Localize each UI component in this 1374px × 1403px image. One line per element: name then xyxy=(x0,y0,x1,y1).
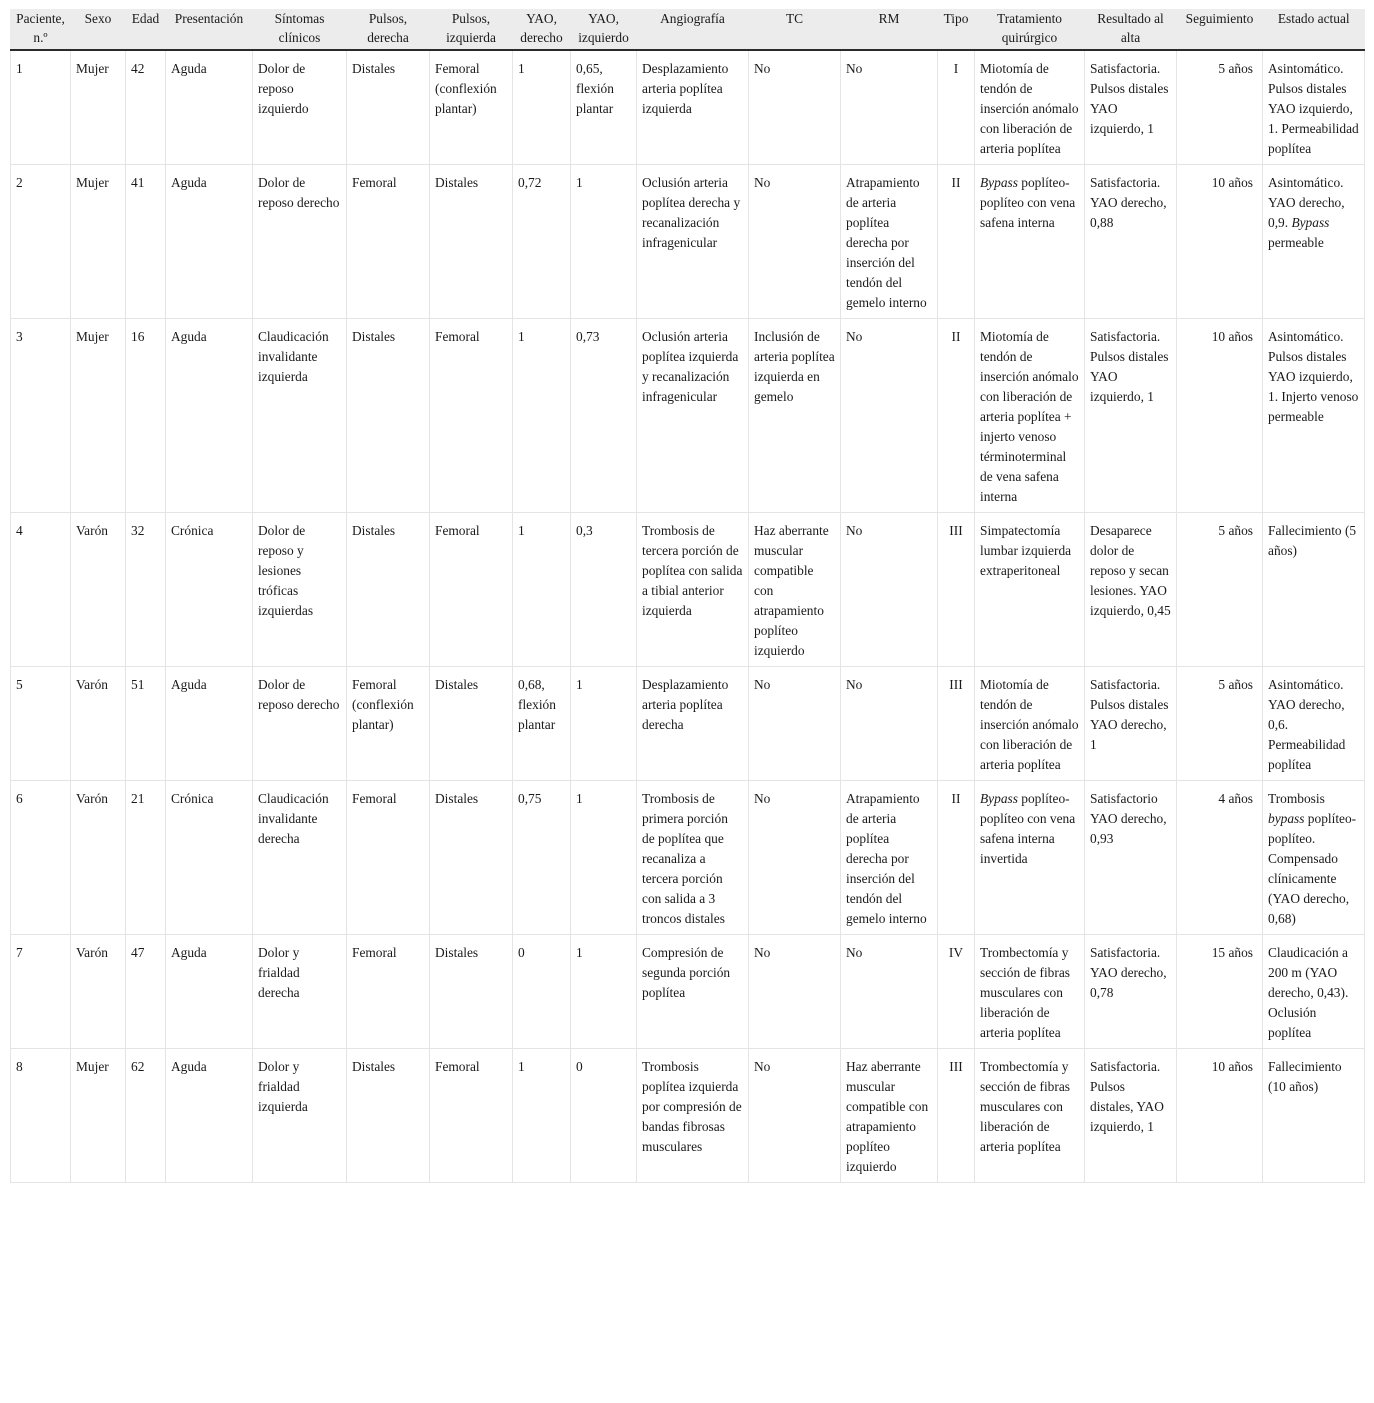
cell-tc: Haz aberrante muscular compatible con atrapamiento poplíteo izquierdo xyxy=(749,513,841,667)
cell-edad: 32 xyxy=(126,513,166,667)
cell-edad: 41 xyxy=(126,165,166,319)
cell-tratamiento: Bypass poplíteo-poplíteo con vena safena interna xyxy=(975,165,1085,319)
header-rm: RM xyxy=(841,9,938,50)
cell-edad: 21 xyxy=(126,781,166,935)
cell-paciente: 1 xyxy=(11,50,71,165)
cell-yao-derecho: 0,72 xyxy=(513,165,571,319)
cell-yao-izquierdo: 0,65, flexión plantar xyxy=(571,50,637,165)
cell-rm: Atrapamiento de arteria poplítea derecha por inserción del tendón del gemelo interno xyxy=(841,781,938,935)
table-row xyxy=(11,667,1365,781)
cell-angiografia: Trombosis poplítea izquierda por compresión de bandas fibrosas musculares xyxy=(637,1049,749,1183)
cell-estado: Asintomático. Pulsos distales YAO izquierdo, 1. Injerto venoso permeable xyxy=(1263,319,1365,513)
header-estado: Estado actual xyxy=(1263,9,1365,50)
cell-seguimiento: 4 años xyxy=(1177,781,1263,935)
cell-yao-izquierdo: 0,73 xyxy=(571,319,637,513)
table-row xyxy=(11,781,1365,935)
cell-sintomas: Claudicación invalidante derecha xyxy=(253,781,347,935)
cell-sexo: Varón xyxy=(71,667,126,781)
cell-sexo: Mujer xyxy=(71,50,126,165)
cell-yao-derecho: 0,75 xyxy=(513,781,571,935)
table-row xyxy=(11,50,1365,165)
header-yao-izquierdo: YAO, izquierdo xyxy=(571,9,637,50)
cell-seguimiento: 5 años xyxy=(1177,667,1263,781)
cell-estado: Asintomático. YAO derecho, 0,6. Permeabilidad poplítea xyxy=(1263,667,1365,781)
cell-resultado: Satisfactoria. YAO derecho, 0,88 xyxy=(1085,165,1177,319)
table-row xyxy=(11,1049,1365,1183)
cell-pulsos-izquierda: Femoral xyxy=(430,1049,513,1183)
cell-pulsos-derecha: Distales xyxy=(347,50,430,165)
cell-tratamiento: Miotomía de tendón de inserción anómalo con liberación de arteria poplítea xyxy=(975,50,1085,165)
cell-sexo: Varón xyxy=(71,513,126,667)
cell-yao-derecho: 1 xyxy=(513,1049,571,1183)
header-seguimiento: Seguimiento xyxy=(1177,9,1263,50)
cell-estado: Asintomático. Pulsos distales YAO izquierdo, 1. Permeabilidad poplítea xyxy=(1263,50,1365,165)
cell-edad: 62 xyxy=(126,1049,166,1183)
cell-seguimiento: 5 años xyxy=(1177,50,1263,165)
header-angiografia: Angiografía xyxy=(637,9,749,50)
cell-angiografia: Trombosis de primera porción de poplítea que recanaliza a tercera porción con salida a 3 troncos distales xyxy=(637,781,749,935)
cell-tipo: III xyxy=(938,1049,975,1183)
cell-tc: No xyxy=(749,781,841,935)
cell-resultado: Satisfactoria. Pulsos distales YAO izquierdo, 1 xyxy=(1085,50,1177,165)
cell-tipo: III xyxy=(938,667,975,781)
cell-estado: Claudicación a 200 m (YAO derecho, 0,43). Oclusión poplítea xyxy=(1263,935,1365,1049)
cell-tratamiento: Trombectomía y sección de fibras musculares con liberación de arteria poplítea xyxy=(975,935,1085,1049)
cell-estado: Asintomático. YAO derecho, 0,9. Bypass permeable xyxy=(1263,165,1365,319)
cell-yao-izquierdo: 1 xyxy=(571,935,637,1049)
cell-tratamiento: Miotomía de tendón de inserción anómalo con liberación de arteria poplítea + injerto venoso términoterminal de vena safena interna xyxy=(975,319,1085,513)
cell-tc: No xyxy=(749,1049,841,1183)
cell-seguimiento: 10 años xyxy=(1177,165,1263,319)
cell-pulsos-derecha: Distales xyxy=(347,1049,430,1183)
header-pulsos-derecha: Pulsos, derecha xyxy=(347,9,430,50)
cell-angiografia: Desplazamiento arteria poplítea derecha xyxy=(637,667,749,781)
cell-edad: 47 xyxy=(126,935,166,1049)
cell-seguimiento: 15 años xyxy=(1177,935,1263,1049)
cell-tipo: I xyxy=(938,50,975,165)
table-row xyxy=(11,935,1365,1049)
cell-angiografia: Compresión de segunda porción poplítea xyxy=(637,935,749,1049)
table-body xyxy=(11,50,1365,1183)
cell-presentacion: Aguda xyxy=(166,50,253,165)
cell-estado: Trombosis bypass poplíteo-poplíteo. Compensado clínicamente (YAO derecho, 0,68) xyxy=(1263,781,1365,935)
cell-paciente: 3 xyxy=(11,319,71,513)
cell-seguimiento: 10 años xyxy=(1177,1049,1263,1183)
table-row xyxy=(11,319,1365,513)
cell-pulsos-derecha: Femoral (conflexión plantar) xyxy=(347,667,430,781)
cell-sintomas: Dolor y frialdad derecha xyxy=(253,935,347,1049)
cell-tratamiento: Trombectomía y sección de fibras musculares con liberación de arteria poplítea xyxy=(975,1049,1085,1183)
header-sintomas: Síntomas clínicos xyxy=(253,9,347,50)
cell-tc: No xyxy=(749,50,841,165)
header-yao-derecho: YAO, derecho xyxy=(513,9,571,50)
cell-sexo: Mujer xyxy=(71,1049,126,1183)
cell-angiografia: Trombosis de tercera porción de poplítea con salida a tibial anterior izquierda xyxy=(637,513,749,667)
cell-sexo: Varón xyxy=(71,935,126,1049)
cell-presentacion: Crónica xyxy=(166,513,253,667)
cell-angiografia: Oclusión arteria poplítea derecha y recanalización infragenicular xyxy=(637,165,749,319)
cell-resultado: Satisfactoria. Pulsos distales YAO derecho, 1 xyxy=(1085,667,1177,781)
cell-rm: No xyxy=(841,513,938,667)
cell-yao-derecho: 0,68, flexión plantar xyxy=(513,667,571,781)
cell-rm: Atrapamiento de arteria poplítea derecha por inserción del tendón del gemelo interno xyxy=(841,165,938,319)
cell-paciente: 7 xyxy=(11,935,71,1049)
cell-sexo: Mujer xyxy=(71,165,126,319)
cell-sintomas: Dolor de reposo izquierdo xyxy=(253,50,347,165)
cell-pulsos-izquierda: Distales xyxy=(430,165,513,319)
cell-seguimiento: 10 años xyxy=(1177,319,1263,513)
cell-seguimiento: 5 años xyxy=(1177,513,1263,667)
cell-resultado: Satisfactoria. Pulsos distales YAO izquierdo, 1 xyxy=(1085,319,1177,513)
header-paciente: Paciente, n.º xyxy=(11,9,71,50)
header-row xyxy=(11,9,1365,50)
cell-tratamiento: Miotomía de tendón de inserción anómalo con liberación de arteria poplítea xyxy=(975,667,1085,781)
cell-resultado: Satisfactorio YAO derecho, 0,93 xyxy=(1085,781,1177,935)
table-row xyxy=(11,513,1365,667)
cell-pulsos-izquierda: Distales xyxy=(430,935,513,1049)
cell-yao-derecho: 0 xyxy=(513,935,571,1049)
cell-tipo: IV xyxy=(938,935,975,1049)
cell-pulsos-izquierda: Femoral xyxy=(430,319,513,513)
cell-yao-izquierdo: 0 xyxy=(571,1049,637,1183)
cell-resultado: Satisfactoria. Pulsos distales, YAO izquierdo, 1 xyxy=(1085,1049,1177,1183)
cell-sexo: Varón xyxy=(71,781,126,935)
cell-sexo: Mujer xyxy=(71,319,126,513)
cell-yao-izquierdo: 0,3 xyxy=(571,513,637,667)
cell-pulsos-izquierda: Femoral xyxy=(430,513,513,667)
table-row xyxy=(11,165,1365,319)
cell-yao-derecho: 1 xyxy=(513,513,571,667)
cell-tipo: II xyxy=(938,165,975,319)
cell-pulsos-izquierda: Distales xyxy=(430,667,513,781)
cell-paciente: 6 xyxy=(11,781,71,935)
cell-rm: No xyxy=(841,319,938,513)
cell-pulsos-derecha: Femoral xyxy=(347,165,430,319)
cell-sintomas: Dolor y frialdad izquierda xyxy=(253,1049,347,1183)
cell-tipo: II xyxy=(938,319,975,513)
header-pulsos-izquierda: Pulsos, izquierda xyxy=(430,9,513,50)
cell-pulsos-derecha: Distales xyxy=(347,513,430,667)
cell-paciente: 4 xyxy=(11,513,71,667)
header-sexo: Sexo xyxy=(71,9,126,50)
cell-estado: Fallecimiento (10 años) xyxy=(1263,1049,1365,1183)
cell-pulsos-derecha: Femoral xyxy=(347,935,430,1049)
cell-angiografia: Oclusión arteria poplítea izquierda y recanalización infragenicular xyxy=(637,319,749,513)
cell-yao-izquierdo: 1 xyxy=(571,667,637,781)
cell-estado: Fallecimiento (5 años) xyxy=(1263,513,1365,667)
cell-sintomas: Dolor de reposo y lesiones tróficas izquierdas xyxy=(253,513,347,667)
cell-presentacion: Aguda xyxy=(166,667,253,781)
cell-sintomas: Dolor de reposo derecho xyxy=(253,667,347,781)
cell-rm: No xyxy=(841,50,938,165)
cell-paciente: 5 xyxy=(11,667,71,781)
cell-edad: 16 xyxy=(126,319,166,513)
cell-tratamiento: Simpatectomía lumbar izquierda extraperitoneal xyxy=(975,513,1085,667)
cell-resultado: Satisfactoria. YAO derecho, 0,78 xyxy=(1085,935,1177,1049)
cell-yao-izquierdo: 1 xyxy=(571,781,637,935)
cell-tratamiento: Bypass poplíteo-poplíteo con vena safena interna invertida xyxy=(975,781,1085,935)
cell-resultado: Desaparece dolor de reposo y secan lesiones. YAO izquierdo, 0,45 xyxy=(1085,513,1177,667)
cell-tipo: III xyxy=(938,513,975,667)
cell-presentacion: Aguda xyxy=(166,1049,253,1183)
cell-rm: No xyxy=(841,935,938,1049)
cell-yao-izquierdo: 1 xyxy=(571,165,637,319)
cell-sintomas: Dolor de reposo derecho xyxy=(253,165,347,319)
cell-angiografia: Desplazamiento arteria poplítea izquierda xyxy=(637,50,749,165)
cell-edad: 42 xyxy=(126,50,166,165)
cell-rm: No xyxy=(841,667,938,781)
cell-rm: Haz aberrante muscular compatible con atrapamiento poplíteo izquierdo xyxy=(841,1049,938,1183)
cell-tc: Inclusión de arteria poplítea izquierda en gemelo xyxy=(749,319,841,513)
cell-yao-derecho: 1 xyxy=(513,50,571,165)
cell-pulsos-izquierda: Femoral (conflexión plantar) xyxy=(430,50,513,165)
header-edad: Edad xyxy=(126,9,166,50)
cell-pulsos-derecha: Femoral xyxy=(347,781,430,935)
cell-tc: No xyxy=(749,165,841,319)
cell-paciente: 2 xyxy=(11,165,71,319)
header-tipo: Tipo xyxy=(938,9,975,50)
header-presentacion: Presentación xyxy=(166,9,253,50)
cell-paciente: 8 xyxy=(11,1049,71,1183)
header-tc: TC xyxy=(749,9,841,50)
cell-pulsos-izquierda: Distales xyxy=(430,781,513,935)
cell-presentacion: Aguda xyxy=(166,319,253,513)
cell-tc: No xyxy=(749,935,841,1049)
cell-presentacion: Aguda xyxy=(166,935,253,1049)
cell-tc: No xyxy=(749,667,841,781)
cell-sintomas: Claudicación invalidante izquierda xyxy=(253,319,347,513)
cell-presentacion: Crónica xyxy=(166,781,253,935)
cell-yao-derecho: 1 xyxy=(513,319,571,513)
cell-tipo: II xyxy=(938,781,975,935)
cell-presentacion: Aguda xyxy=(166,165,253,319)
header-resultado: Resultado al alta xyxy=(1085,9,1177,50)
cell-pulsos-derecha: Distales xyxy=(347,319,430,513)
patients-table xyxy=(10,9,1365,1183)
header-tratamiento: Tratamiento quirúrgico xyxy=(975,9,1085,50)
cell-edad: 51 xyxy=(126,667,166,781)
